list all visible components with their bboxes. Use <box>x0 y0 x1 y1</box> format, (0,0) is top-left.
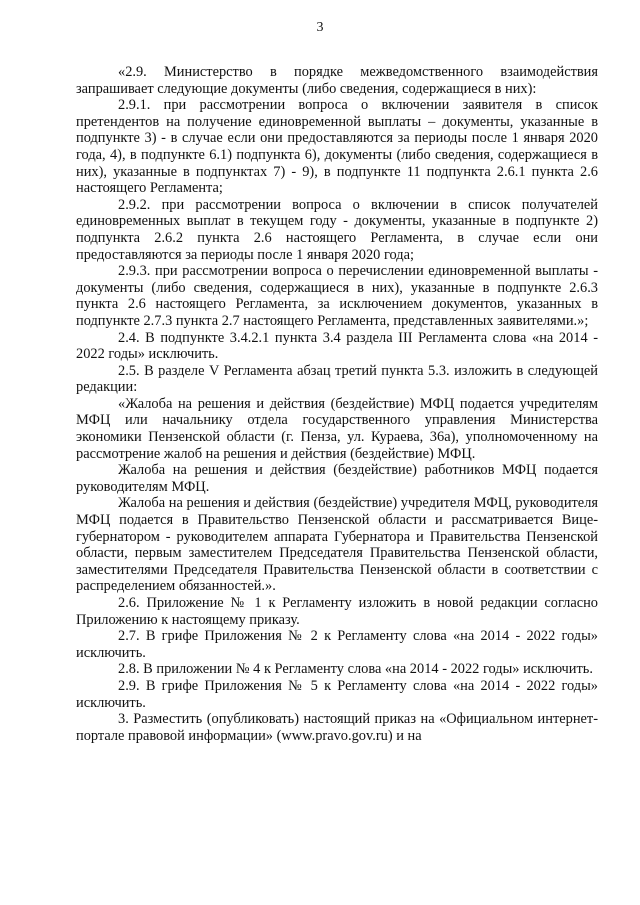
paragraph-2-9-2: 2.9.2. при рассмотрении вопроса о включении в список получателей единовременных выплат в текущем году - документы, указанные в подпункте 2) подпункта 2.6.2 пункта 2.6 настоящего Регламента, в случае если они предоставляются за периоды после 1 января 2020 года; <box>76 196 598 263</box>
paragraph-complaint-founder: Жалоба на решения и действия (бездействие) учредителя МФЦ, руководителя МФЦ подается в Правительство Пензенской области и рассматривается Вице-губернатором - руководителем аппарата Губернатора и Правительства Пензенской области, первым заместителем Председателя Правительства Пензенской области, заместителями Председателя Правительства Пензенской области в соответствии с распределением обязанностей.». <box>76 495 598 595</box>
paragraph-2-9-3: 2.9.3. при рассмотрении вопроса о перечислении единовременной выплаты - документы (либо сведения, содержащиеся в них), указанные в подпункте 2.6.3 пункта 2.6 настоящего Регламента, за исключением документов, указанных в подпункте 2.7.3 пункта 2.7 настоящего Регламента, представленных заявителями.»; <box>76 263 598 329</box>
paragraph-2-7: 2.7. В грифе Приложения № 2 к Регламенту слова «на 2014 - 2022 годы» исключить. <box>76 628 598 661</box>
paragraph-2-9-1: 2.9.1. при рассмотрении вопроса о включении заявителя в список претендентов на получение единовременной выплаты – документы, указанные в подпункте 3) - в случае если они предоставляются за периоды после 1 января 2020 года, 4), в подпункте 6.1) подпункта 6), документы (либо сведения, содержащиеся в них), указанные в подпунктах 7) - 9), в подпункте 11 подпункта 2.6.1 пункта 2.6 настоящего Регламента; <box>76 97 598 197</box>
paragraph-2-8: 2.8. В приложении № 4 к Регламенту слова «на 2014 - 2022 годы» исключить. <box>118 661 593 678</box>
document-body <box>76 64 598 744</box>
paragraph-2-6: 2.6. Приложение № 1 к Регламенту изложить в новой редакции согласно Приложению к настоящему приказу. <box>76 595 598 628</box>
paragraph-3: 3. Разместить (опубликовать) настоящий приказ на «Официальном интернет-портале правовой информации» (www.pravo.gov.ru) и на <box>76 711 598 744</box>
paragraph-2-9-intro: «2.9. Министерство в порядке межведомственного взаимодействия запрашивает следующие документы (либо сведения, содержащиеся в них): <box>76 64 598 97</box>
paragraph-complaint-mfc: «Жалоба на решения и действия (бездействие) МФЦ подается учредителям МФЦ или начальнику отдела государственного управления Министерства экономики Пензенской области (г. Пенза, ул. Кураева, 36а), уполномоченному на рассмотрение жалоб на решения и действия (бездействие) МФЦ. <box>76 395 598 462</box>
paragraph-2-9-annex: 2.9. В грифе Приложения № 5 к Регламенту слова «на 2014 - 2022 годы» исключить. <box>76 677 598 711</box>
paragraph-2-4: 2.4. В подпункте 3.4.2.1 пункта 3.4 раздела III Регламента слова «на 2014 - 2022 годы» исключить. <box>76 329 598 363</box>
paragraph-2-5: 2.5. В разделе V Регламента абзац третий пункта 5.3. изложить в следующей редакции: <box>76 362 598 396</box>
page-number: 3 <box>316 20 324 35</box>
paragraph-complaint-workers: Жалоба на решения и действия (бездействие) работников МФЦ подается руководителям МФЦ. <box>76 462 598 495</box>
